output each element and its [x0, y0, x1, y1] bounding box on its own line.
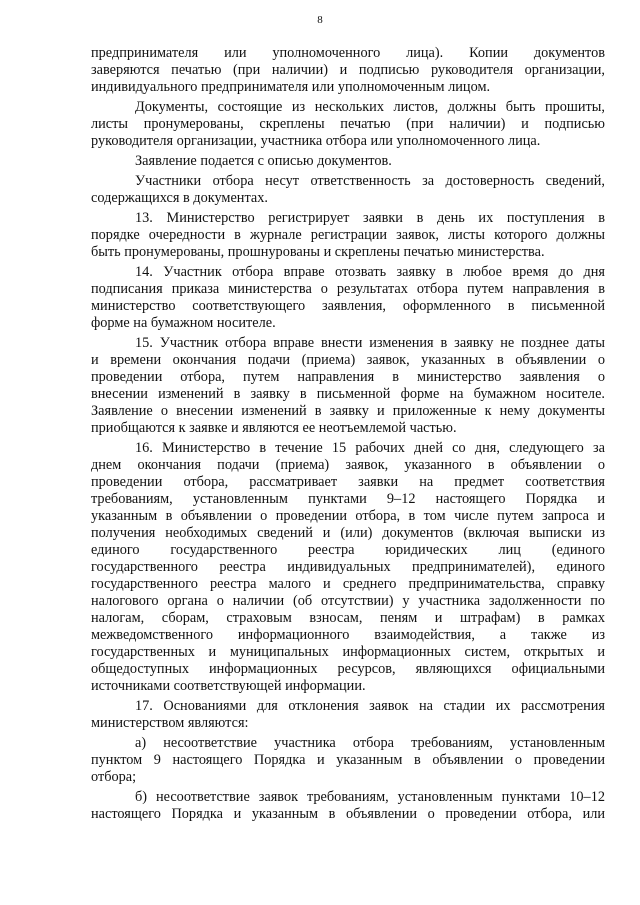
text-line: пунктом 9 настоящего Порядка и указанным в объявлении о проведении: [91, 752, 605, 768]
text-line: министерством являются:: [91, 715, 249, 731]
page-number: 8: [317, 14, 323, 26]
paragraph: [91, 735, 605, 786]
text-line: Заявление подается с описью документов.: [135, 153, 392, 169]
text-line: 16. Министерство в течение 15 рабочих дней со дня, следующего за: [135, 440, 605, 456]
text-line: единого государственного реестра юридических лиц (единого: [91, 542, 605, 558]
text-line: б) несоответствие заявок требованиям, установленным пунктами 10–12: [135, 789, 605, 805]
text-line: днем окончания подачи (приема) заявок, указанного в объявлении о: [91, 457, 605, 473]
text-line: форме на бумажном носителе.: [91, 315, 276, 331]
text-line: государственного реестра индивидуальных предпринимателей), единого: [91, 559, 605, 575]
text-line: 17. Основаниями для отклонения заявок на стадии их рассмотрения: [135, 698, 605, 714]
text-line: листы пронумерованы, скреплены печатью (при наличии) и подписью: [91, 116, 605, 132]
paragraph: [91, 45, 605, 96]
paragraph: [91, 789, 605, 823]
text-line: Участники отбора несут ответственность за достоверность сведений,: [135, 173, 605, 189]
text-line: 15. Участник отбора вправе внести изменения в заявку не позднее даты: [135, 335, 605, 351]
paragraph: [91, 173, 605, 207]
paragraph: [91, 210, 605, 261]
text-line: межведомственного информационного взаимодействия, а также из: [91, 627, 605, 643]
text-line: налогового органа о наличии (об отсутствии) у участника задолженности по: [91, 593, 605, 609]
text-line: государственных и муниципальных информационных систем, открытых и: [91, 644, 605, 660]
text-line: внесении изменений в заявку в письменной форме на бумажном носителе.: [91, 386, 605, 402]
text-line: указанным в объявлении о проведении отбора, в том числе путем запроса и: [91, 508, 605, 524]
text-line: проведении отбора, путем направления в министерство заявления о: [91, 369, 605, 385]
text-line: содержащихся в документах.: [91, 190, 268, 206]
text-line: порядке очередности в журнале регистрации заявок, листы которого должны: [91, 227, 605, 243]
text-line: общедоступных информационных ресурсов, являющихся официальными: [91, 661, 605, 677]
text-line: Заявление о внесении изменений в заявку и приложенные к нему документы: [91, 403, 605, 419]
paragraph: [91, 335, 605, 437]
text-line: источниками соответствующей информации.: [91, 678, 366, 694]
text-line: подписания приказа министерства о результатах отбора путем направления в: [91, 281, 605, 297]
paragraph: [91, 153, 605, 170]
text-line: проведении отбора, рассматривает заявки на предмет соответствия: [91, 474, 605, 490]
text-line: заверяются печатью (при наличии) и подписью руководителя организации,: [91, 62, 605, 78]
text-line: министерство соответствующего заявления, оформленного в письменной: [91, 298, 605, 314]
text-line: и времени окончания подачи (приема) заявок, указанных в объявлении о: [91, 352, 605, 368]
paragraph: [91, 440, 605, 695]
text-line: налогам, сборам, страховым взносам, пеням и штрафам) в рамках: [91, 610, 605, 626]
text-line: получения необходимых сведений и (или) документов (включая выписки из: [91, 525, 605, 541]
text-line: предпринимателя или уполномоченного лица). Копии документов: [91, 45, 605, 61]
text-line: а) несоответствие участника отбора требованиям, установленным: [135, 735, 605, 751]
text-line: индивидуального предпринимателя или уполномоченным лицом.: [91, 79, 491, 95]
text-line: приобщаются к заявке и являются ее неотъемлемой частью.: [91, 420, 457, 436]
text-line: руководителя организации, участника отбора или уполномоченного лица.: [91, 133, 541, 149]
text-line: Документы, состоящие из нескольких листов, должны быть прошиты,: [135, 99, 605, 115]
document-body: [91, 45, 605, 823]
text-line: требованиям, установленным пунктами 9–12 настоящего Порядка и: [91, 491, 605, 507]
text-line: 14. Участник отбора вправе отозвать заявку в любое время до дня: [135, 264, 605, 280]
paragraph: [91, 99, 605, 150]
text-line: 13. Министерство регистрирует заявки в день их поступления в: [135, 210, 605, 226]
paragraph: [91, 698, 605, 732]
text-line: государственного реестра малого и среднего предпринимательства, справку: [91, 576, 605, 592]
text-line: быть пронумерованы, прошнурованы и скреплены печатью министерства.: [91, 244, 545, 260]
text-line: отбора;: [91, 769, 137, 785]
text-line: настоящего Порядка и указанным в объявлении о проведении отбора, или: [91, 806, 605, 822]
paragraph: [91, 264, 605, 332]
